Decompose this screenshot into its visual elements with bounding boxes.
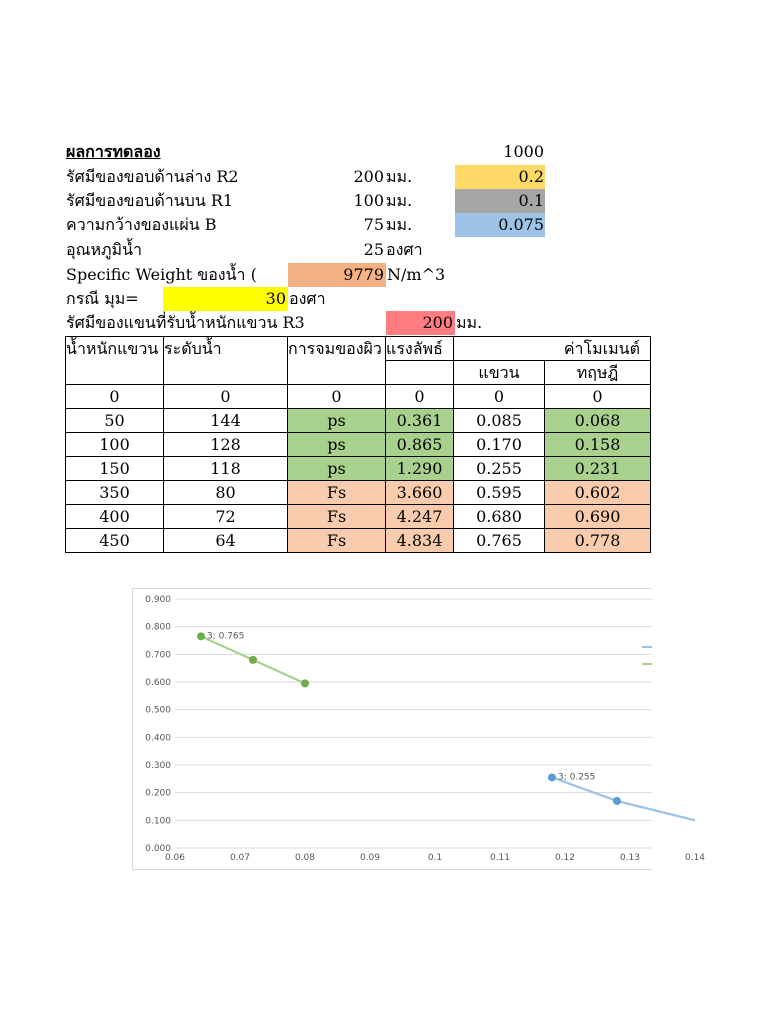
x-tick-label: 0.06 <box>164 853 186 863</box>
x-tick-label: 0.08 <box>294 853 316 863</box>
cell-theory[interactable]: 0.778 <box>545 529 651 553</box>
cell-weight[interactable]: 50 <box>66 409 164 433</box>
arm-radius-label: รัศมีของแขนที่รับน้ำหนักแขวน R3 <box>66 313 305 332</box>
data-point <box>197 632 205 640</box>
param-value[interactable]: 100 <box>353 191 384 210</box>
header-force-blank[interactable] <box>386 361 454 385</box>
cell-theory[interactable]: 0.158 <box>545 433 651 457</box>
cell-theory[interactable]: 0 <box>545 385 651 409</box>
cell-force[interactable]: 3.660 <box>386 481 454 505</box>
y-tick-label: 0.400 <box>145 733 171 744</box>
param-value[interactable]: 200 <box>353 167 384 186</box>
series-line <box>552 777 695 820</box>
table-row <box>66 385 651 409</box>
cell-theory[interactable]: 0.231 <box>545 457 651 481</box>
cell-immersion[interactable]: 0 <box>288 385 386 409</box>
top-value: 1000 <box>503 142 544 161</box>
cell-weight[interactable]: 350 <box>66 481 164 505</box>
param-converted-value: 0.1 <box>518 191 544 210</box>
cell-hanging[interactable]: 0.765 <box>454 529 545 553</box>
cell-hanging[interactable]: 0.085 <box>454 409 545 433</box>
data-point <box>548 773 556 781</box>
cell-level[interactable]: 0 <box>164 385 288 409</box>
table-row <box>66 529 651 553</box>
x-tick-label: 0.12 <box>554 853 576 863</box>
header-hanging[interactable]: แขวน <box>454 361 545 385</box>
y-tick-label: 0.000 <box>145 844 171 854</box>
x-tick-label: 0.13 <box>619 853 641 863</box>
cell-force[interactable]: 0.361 <box>386 409 454 433</box>
data-label: 3; 0.255 <box>558 772 596 783</box>
cell-level[interactable]: 64 <box>164 529 288 553</box>
cell-force[interactable]: 4.834 <box>386 529 454 553</box>
param-unit: มม. <box>386 215 413 234</box>
results-table <box>65 336 651 553</box>
cell-force[interactable]: 0.865 <box>386 433 454 457</box>
cell-hanging[interactable]: 0.255 <box>454 457 545 481</box>
table-row <box>66 505 651 529</box>
angle-unit: องศา <box>289 289 326 308</box>
cell-force[interactable]: 1.290 <box>386 457 454 481</box>
param-label: รัศมีของขอบด้านล่าง R2 <box>66 167 239 186</box>
cell-immersion[interactable]: ps <box>288 409 386 433</box>
param-unit: มม. <box>386 191 413 210</box>
param-value[interactable]: 25 <box>363 240 384 259</box>
table-header-row <box>66 337 651 361</box>
header-weight[interactable]: น้ำหนักแขวน <box>66 337 164 385</box>
y-tick-label: 0.100 <box>145 816 171 827</box>
cell-immersion[interactable]: Fs <box>288 529 386 553</box>
cell-immersion[interactable]: ps <box>288 433 386 457</box>
chart-svg <box>133 589 706 869</box>
data-label: 3; 0.765 <box>207 631 245 642</box>
specific-weight-unit: N/m^3 <box>387 265 446 284</box>
cell-weight[interactable]: 450 <box>66 529 164 553</box>
param-label: รัศมีของขอบด้านบน R1 <box>66 191 234 210</box>
cell-hanging[interactable]: 0.680 <box>454 505 545 529</box>
specific-weight-value: 9779 <box>343 265 384 284</box>
cell-level[interactable]: 118 <box>164 457 288 481</box>
cell-immersion[interactable]: Fs <box>288 481 386 505</box>
param-converted-value: 0.2 <box>518 167 544 186</box>
param-unit: องศา <box>386 240 423 259</box>
data-point <box>249 656 257 664</box>
cell-level[interactable]: 144 <box>164 409 288 433</box>
cell-immersion[interactable]: Fs <box>288 505 386 529</box>
x-tick-label: 0.09 <box>359 853 381 863</box>
header-theory[interactable]: ทฤษฎี <box>545 361 651 385</box>
cell-weight[interactable]: 100 <box>66 433 164 457</box>
arm-radius-unit: มม. <box>456 313 483 332</box>
header-immersion[interactable]: การจมของผิว <box>288 337 386 385</box>
cell-theory[interactable]: 0.602 <box>545 481 651 505</box>
x-tick-label: 0.07 <box>229 853 251 863</box>
table-row <box>66 433 651 457</box>
y-tick-label: 0.800 <box>145 622 171 633</box>
cell-theory[interactable]: 0.068 <box>545 409 651 433</box>
specific-weight-label: Specific Weight ของน้ำ ( <box>66 265 257 284</box>
y-tick-label: 0.900 <box>145 595 171 605</box>
cell-level[interactable]: 72 <box>164 505 288 529</box>
cell-hanging[interactable]: 0 <box>454 385 545 409</box>
param-label: ความกว้างของแผ่น B <box>66 215 217 234</box>
cell-hanging[interactable]: 0.595 <box>454 481 545 505</box>
y-tick-label: 0.500 <box>145 705 171 716</box>
angle-label: กรณี มุม= <box>66 289 139 308</box>
x-tick-label: 0.11 <box>489 853 511 863</box>
header-level[interactable]: ระดับน้ำ <box>164 337 288 385</box>
param-label: อุณหภูมิน้ำ <box>66 240 143 259</box>
cell-weight[interactable]: 400 <box>66 505 164 529</box>
cell-hanging[interactable]: 0.170 <box>454 433 545 457</box>
cell-force[interactable]: 4.247 <box>386 505 454 529</box>
param-unit: มม. <box>386 167 413 186</box>
x-tick-label: 0.1 <box>427 853 443 863</box>
table-row <box>66 409 651 433</box>
y-tick-label: 0.200 <box>145 788 171 799</box>
y-tick-label: 0.700 <box>145 650 171 661</box>
data-point <box>301 679 309 687</box>
x-tick-label: 0.14 <box>684 853 706 863</box>
page-title: ผลการทดลอง <box>66 142 161 161</box>
table-row <box>66 481 651 505</box>
cell-theory[interactable]: 0.690 <box>545 505 651 529</box>
y-tick-label: 0.300 <box>145 761 171 771</box>
table-row <box>66 457 651 481</box>
param-value[interactable]: 75 <box>363 215 384 234</box>
angle-value: 30 <box>265 289 286 308</box>
data-point <box>613 797 621 805</box>
cell-level[interactable]: 80 <box>164 481 288 505</box>
param-converted-value: 0.075 <box>498 215 544 234</box>
cell-immersion[interactable]: ps <box>288 457 386 481</box>
y-tick-label: 0.600 <box>145 678 171 688</box>
cell-weight[interactable]: 150 <box>66 457 164 481</box>
moment-chart <box>132 588 706 870</box>
cell-weight[interactable]: 0 <box>66 385 164 409</box>
cell-force[interactable]: 0 <box>386 385 454 409</box>
cell-level[interactable]: 128 <box>164 433 288 457</box>
header-moment[interactable]: ค่าโมเมนต์ <box>454 337 651 361</box>
header-force[interactable]: แรงลัพธ์ <box>386 337 454 361</box>
arm-radius-value: 200 <box>422 313 453 332</box>
